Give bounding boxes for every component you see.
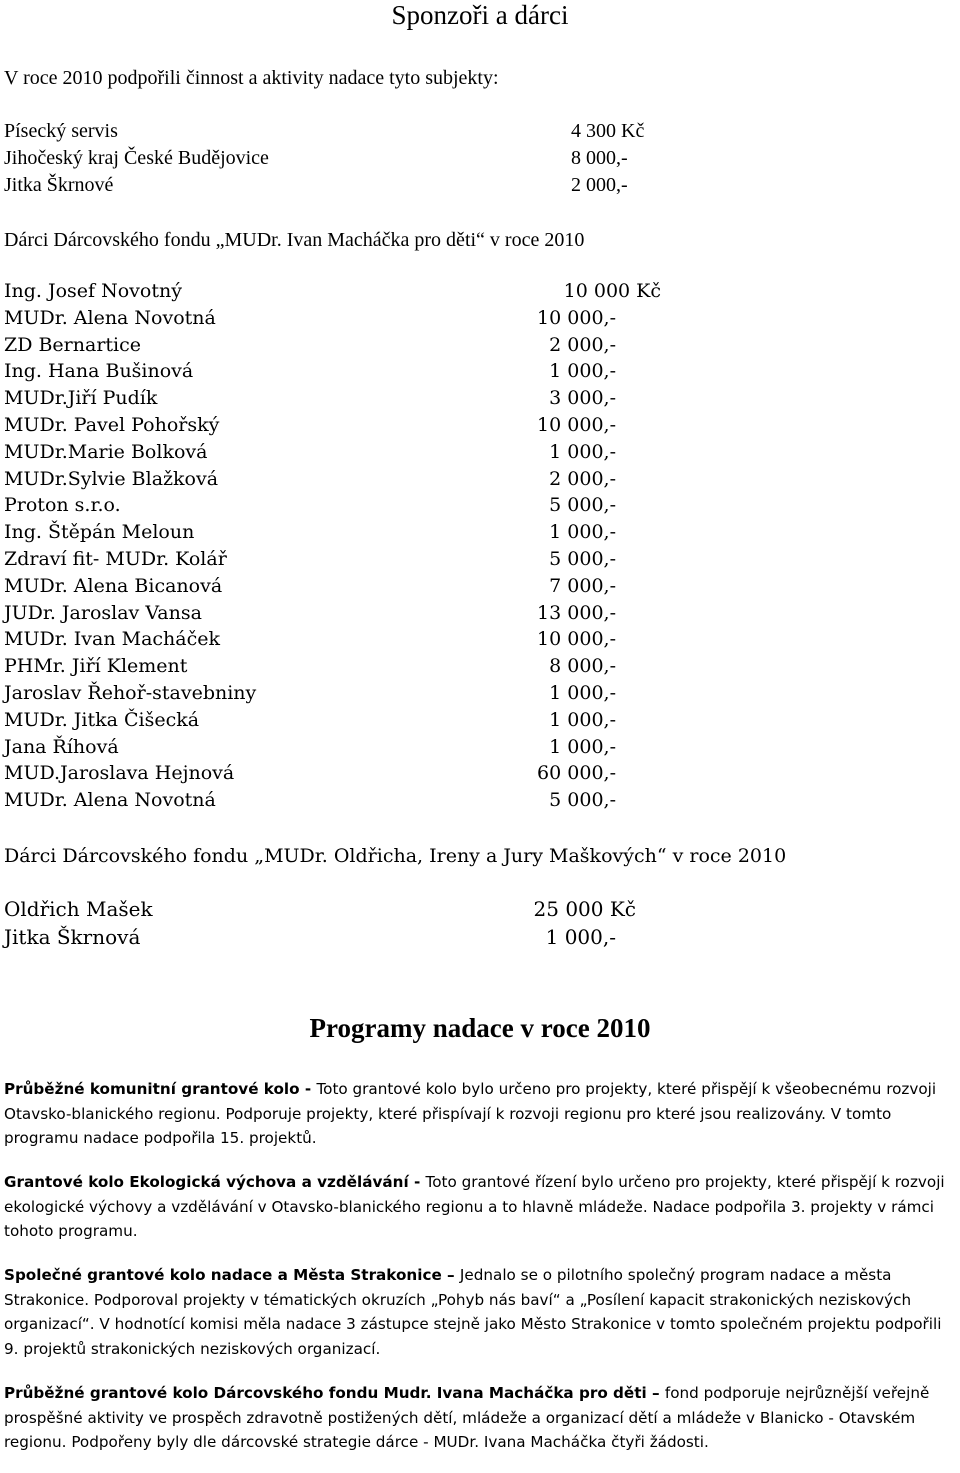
donor-name: MUDr. Ivan Macháček bbox=[4, 628, 221, 651]
intro-text: V roce 2010 podpořili činnost a aktivity nadace tyto subjekty: bbox=[4, 67, 499, 89]
donor-name: Jitka Škrnová bbox=[4, 925, 141, 949]
donor-name: Zdraví fit- MUDr. Kolář bbox=[4, 547, 227, 570]
donor-name: Ing. Josef Novotný bbox=[4, 280, 182, 302]
donor-amount: 10 000 Kč bbox=[563, 280, 661, 302]
donor-amount: 25 000 Kč bbox=[533, 897, 636, 921]
donor-name: MUDr. Jitka Čišecká bbox=[4, 708, 200, 731]
sponsors-list bbox=[4, 118, 684, 199]
donor-row bbox=[4, 332, 704, 359]
donor-row bbox=[4, 439, 704, 466]
donor-amount: 2 000,- bbox=[549, 467, 616, 490]
donor-amount: 5 000,- bbox=[549, 494, 616, 517]
donor-amount: 1 000,- bbox=[545, 925, 616, 949]
sponsor-name: Jitka Škrnové bbox=[4, 174, 114, 196]
donor-row bbox=[4, 600, 704, 627]
program-lead: Grantové kolo Ekologická výchova a vzdělávání - bbox=[4, 1173, 426, 1191]
donor-row bbox=[4, 734, 704, 761]
donor-name: Ing. Hana Bušinová bbox=[4, 360, 194, 383]
fund2-heading: Dárci Dárcovského fondu „MUDr. Oldřicha, Ireny a Jury Maškových“ v roce 2010 bbox=[4, 845, 787, 867]
donor-name: MUDr. Pavel Pohořský bbox=[4, 413, 220, 436]
donor-amount: 1 000,- bbox=[549, 360, 616, 383]
sponsor-row bbox=[4, 145, 684, 172]
donor-row bbox=[4, 466, 704, 493]
donor-amount: 1 000,- bbox=[549, 521, 616, 544]
sponsor-name: Písecký servis bbox=[4, 120, 118, 142]
donor-row bbox=[4, 895, 704, 923]
sponsor-row bbox=[4, 118, 684, 145]
donor-amount: 3 000,- bbox=[549, 387, 616, 410]
donor-name: MUDr.Jiří Pudík bbox=[4, 387, 158, 410]
donor-name: MUDr. Alena Novotná bbox=[4, 306, 216, 329]
program-paragraph bbox=[4, 1077, 956, 1151]
donor-row bbox=[4, 653, 704, 680]
fund1-donor-list bbox=[4, 278, 704, 814]
donor-row bbox=[4, 519, 704, 546]
sponsor-amount: 2 000,- bbox=[571, 174, 628, 196]
page-title: Sponzoři a dárci bbox=[391, 0, 569, 30]
donor-row bbox=[4, 278, 704, 305]
donor-name: JUDr. Jaroslav Vansa bbox=[4, 601, 202, 624]
donor-name: MUDr.Marie Bolková bbox=[4, 440, 208, 463]
donor-name: MUDr. Alena Bicanová bbox=[4, 574, 223, 597]
donor-row bbox=[4, 573, 704, 600]
donor-name: ZD Bernartice bbox=[4, 333, 142, 356]
donor-amount: 1 000,- bbox=[549, 681, 616, 704]
donor-amount: 1 000,- bbox=[549, 708, 616, 731]
sponsor-amount: 4 300 Kč bbox=[571, 120, 645, 142]
donor-row bbox=[4, 787, 704, 814]
program-lead: Společné grantové kolo nadace a Města Strakonice – bbox=[4, 1266, 460, 1284]
donor-amount: 10 000,- bbox=[537, 413, 616, 436]
donor-amount: 10 000,- bbox=[537, 306, 616, 329]
donor-row bbox=[4, 385, 704, 412]
donor-amount: 1 000,- bbox=[549, 440, 616, 463]
donor-name: Proton s.r.o. bbox=[4, 494, 121, 517]
donor-name: Jana Říhová bbox=[4, 735, 119, 758]
donor-amount: 60 000,- bbox=[537, 762, 616, 785]
donor-name: Ing. Štěpán Meloun bbox=[4, 521, 195, 544]
fund2-donor-list bbox=[4, 895, 704, 951]
program-paragraph bbox=[4, 1170, 956, 1244]
program-paragraph bbox=[4, 1381, 956, 1455]
donor-amount: 2 000,- bbox=[549, 333, 616, 356]
programs-title: Programy nadace v roce 2010 bbox=[309, 1013, 651, 1043]
donor-row bbox=[4, 626, 704, 653]
donor-row bbox=[4, 707, 704, 734]
donor-name: Jaroslav Řehoř-stavebniny bbox=[4, 681, 257, 704]
fund1-heading: Dárci Dárcovského fondu „MUDr. Ivan Macháčka pro děti“ v roce 2010 bbox=[4, 229, 585, 251]
program-lead: Průběžné komunitní grantové kolo - bbox=[4, 1080, 317, 1098]
donor-amount: 8 000,- bbox=[549, 655, 616, 678]
sponsor-row bbox=[4, 172, 684, 199]
program-text: Toto grantové kolo bylo určeno pro projekty, které přispějí k všeobecnému rozvoji Otavsko-blanického regionu. Podporuje projekty, které přispívají k rozvoji regionu pro které jsou realizovány. V tomto programu nadace podpořila 15. projektů. bbox=[4, 1080, 937, 1147]
donor-row bbox=[4, 546, 704, 573]
donor-row bbox=[4, 412, 704, 439]
sponsor-amount: 8 000,- bbox=[571, 147, 628, 169]
donor-row bbox=[4, 923, 704, 951]
donor-row bbox=[4, 358, 704, 385]
donor-row bbox=[4, 680, 704, 707]
donor-row bbox=[4, 492, 704, 519]
donor-name: MUDr.Sylvie Blažková bbox=[4, 467, 219, 490]
program-text: Jednalo se o pilotního společný program nadace a města Strakonice. Podporoval projekty v tématických okruzích „Pohyb nás baví“ a „Posílení kapacit strakonických neziskových organizací“. V hodnotící komisi měla nadace 3 zástupce stejně jako Město Strakonice v tomto společném projektu podpořili 9. projektů strakonických neziskových organizací. bbox=[4, 1266, 942, 1358]
program-text: Toto grantové řízení bylo určeno pro projekty, které přispějí k rozvoji ekologické výchovy a vzdělávání v Otavsko-blanického regionu a to hlavně mládeže. Nadace podpořila 3. projekty v rámci tohoto programu. bbox=[4, 1173, 945, 1240]
donor-row bbox=[4, 760, 704, 787]
donor-name: Oldřich Mašek bbox=[4, 897, 153, 921]
program-lead: Průběžné grantové kolo Dárcovského fondu Mudr. Ivana Macháčka pro děti – bbox=[4, 1384, 665, 1402]
donor-amount: 10 000,- bbox=[537, 628, 616, 651]
donor-name: PHMr. Jiří Klement bbox=[4, 655, 188, 678]
donor-amount: 13 000,- bbox=[537, 601, 616, 624]
donor-amount: 5 000,- bbox=[549, 789, 616, 812]
donor-name: MUDr. Alena Novotná bbox=[4, 789, 216, 812]
program-text: fond podporuje nejrůznější veřejně prospěšné aktivity ve prospěch zdravotně postižených dětí, mládeže a organizací dětí a mládeže v Blanicko - Otavském regionu. Podpořeny byly dle dárcovské strategie dárce - MUDr. Ivana Macháčka čtyři žádosti. bbox=[4, 1384, 930, 1451]
donor-row bbox=[4, 305, 704, 332]
donor-amount: 1 000,- bbox=[549, 735, 616, 758]
donor-amount: 7 000,- bbox=[549, 574, 616, 597]
donor-name: MUD.Jaroslava Hejnová bbox=[4, 762, 235, 785]
donor-amount: 5 000,- bbox=[549, 547, 616, 570]
program-paragraph bbox=[4, 1263, 956, 1361]
sponsor-name: Jihočeský kraj České Budějovice bbox=[4, 147, 269, 169]
